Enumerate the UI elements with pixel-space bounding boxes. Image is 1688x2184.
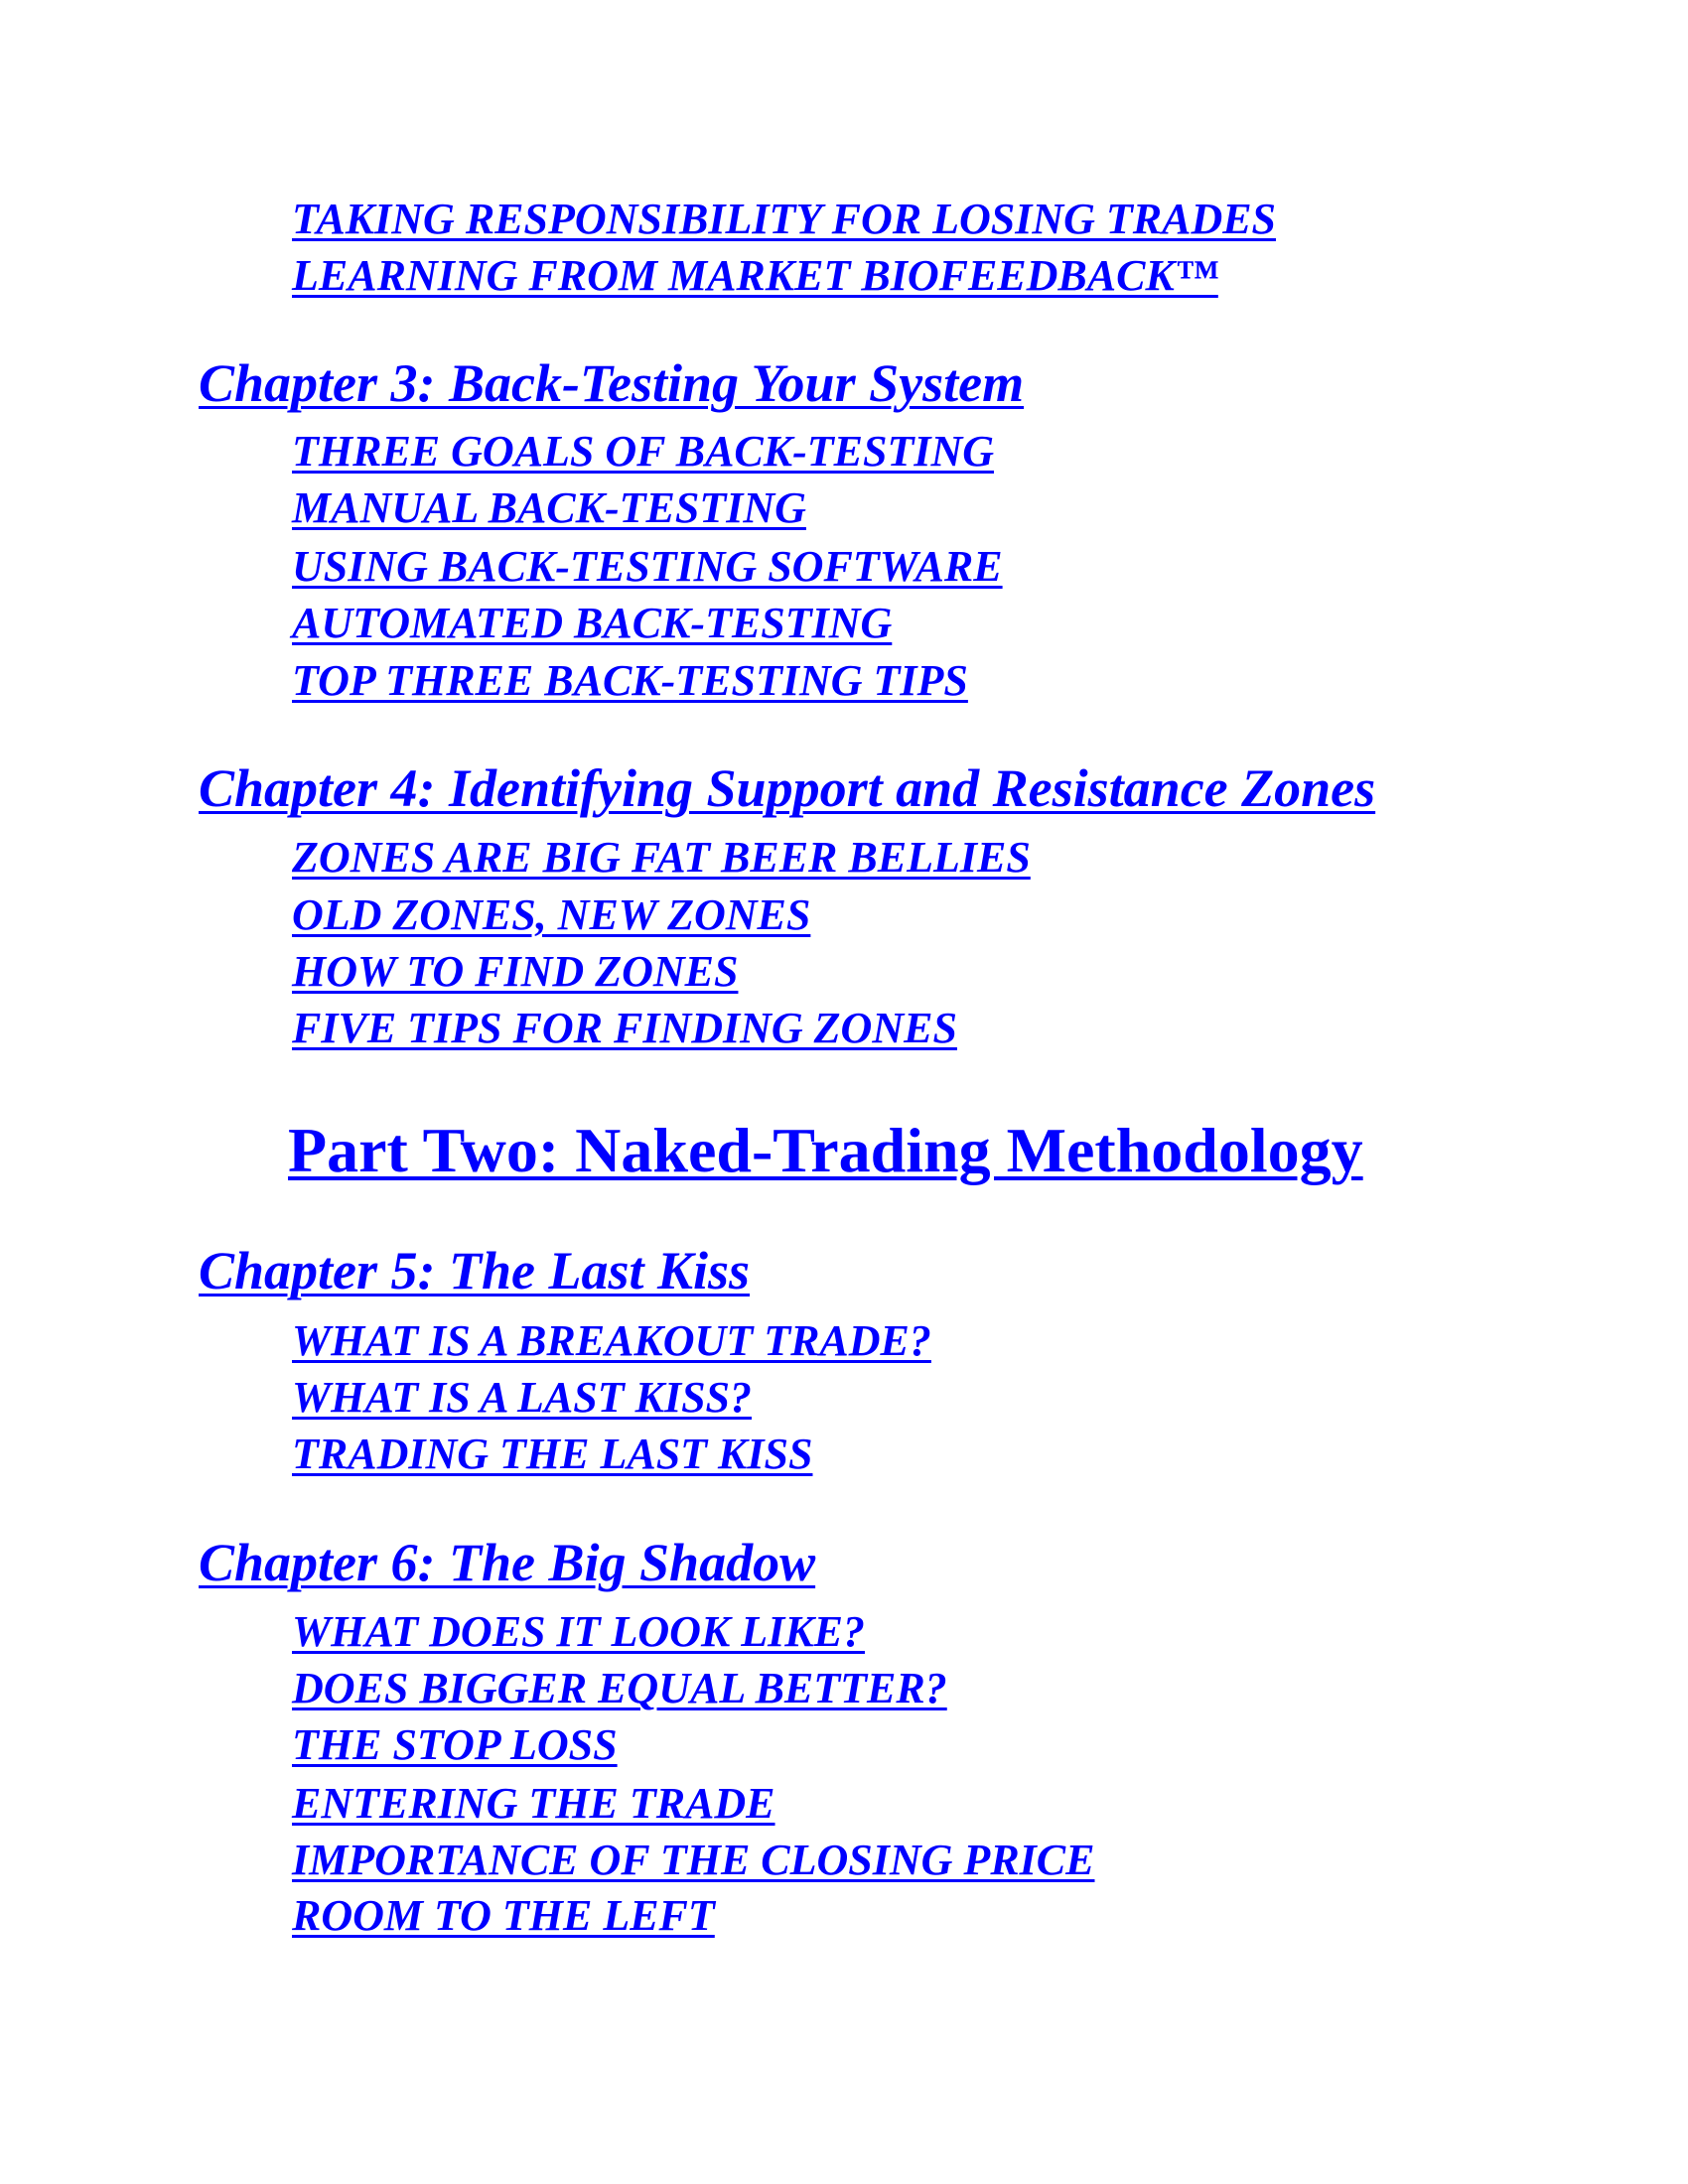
toc-link-automated-back-testing[interactable]: AUTOMATED BACK-TESTING bbox=[292, 599, 893, 647]
toc-link-beer-bellies[interactable]: ZONES ARE BIG FAT BEER BELLIES bbox=[292, 833, 1031, 882]
toc-link-three-goals[interactable]: THREE GOALS OF BACK-TESTING bbox=[292, 427, 995, 476]
toc-chapter-5[interactable]: Chapter 5: The Last Kiss bbox=[199, 1241, 751, 1300]
toc-link-last-kiss[interactable]: WHAT IS A LAST KISS? bbox=[292, 1373, 753, 1422]
toc-link-bigger-equal-better[interactable]: DOES BIGGER EQUAL BETTER? bbox=[292, 1664, 947, 1712]
toc-link-market-biofeedback[interactable]: LEARNING FROM MARKET BIOFEEDBACK™ bbox=[292, 251, 1218, 300]
toc-link-back-testing-software[interactable]: USING BACK-TESTING SOFTWARE bbox=[292, 542, 1003, 591]
toc-link-back-testing-tips[interactable]: TOP THREE BACK-TESTING TIPS bbox=[292, 656, 968, 705]
toc-link-breakout-trade[interactable]: WHAT IS A BREAKOUT TRADE? bbox=[292, 1316, 931, 1365]
toc-link-entering-trade[interactable]: ENTERING THE TRADE bbox=[292, 1779, 775, 1828]
toc-link-stop-loss[interactable]: THE STOP LOSS bbox=[292, 1720, 618, 1769]
toc-link-trading-last-kiss[interactable]: TRADING THE LAST KISS bbox=[292, 1430, 813, 1478]
toc-link-five-tips-zones[interactable]: FIVE TIPS FOR FINDING ZONES bbox=[292, 1004, 957, 1052]
toc-chapter-6[interactable]: Chapter 6: The Big Shadow bbox=[199, 1533, 816, 1592]
toc-link-taking-responsibility[interactable]: TAKING RESPONSIBILITY FOR LOSING TRADES bbox=[292, 195, 1277, 243]
toc-chapter-3[interactable]: Chapter 3: Back-Testing Your System bbox=[199, 353, 1025, 413]
toc-link-old-new-zones[interactable]: OLD ZONES, NEW ZONES bbox=[292, 890, 811, 939]
toc-link-how-to-find-zones[interactable]: HOW TO FIND ZONES bbox=[292, 947, 739, 996]
toc-link-closing-price[interactable]: IMPORTANCE OF THE CLOSING PRICE bbox=[292, 1836, 1095, 1884]
toc-link-room-to-the-left[interactable]: ROOM TO THE LEFT bbox=[292, 1891, 715, 1940]
toc-link-what-does-it-look-like[interactable]: WHAT DOES IT LOOK LIKE? bbox=[292, 1607, 865, 1656]
toc-chapter-4[interactable]: Chapter 4: Identifying Support and Resistance Zones bbox=[199, 758, 1376, 818]
toc-link-manual-back-testing[interactable]: MANUAL BACK-TESTING bbox=[292, 483, 806, 532]
toc-part-two[interactable]: Part Two: Naked-Trading Methodology bbox=[288, 1115, 1363, 1185]
